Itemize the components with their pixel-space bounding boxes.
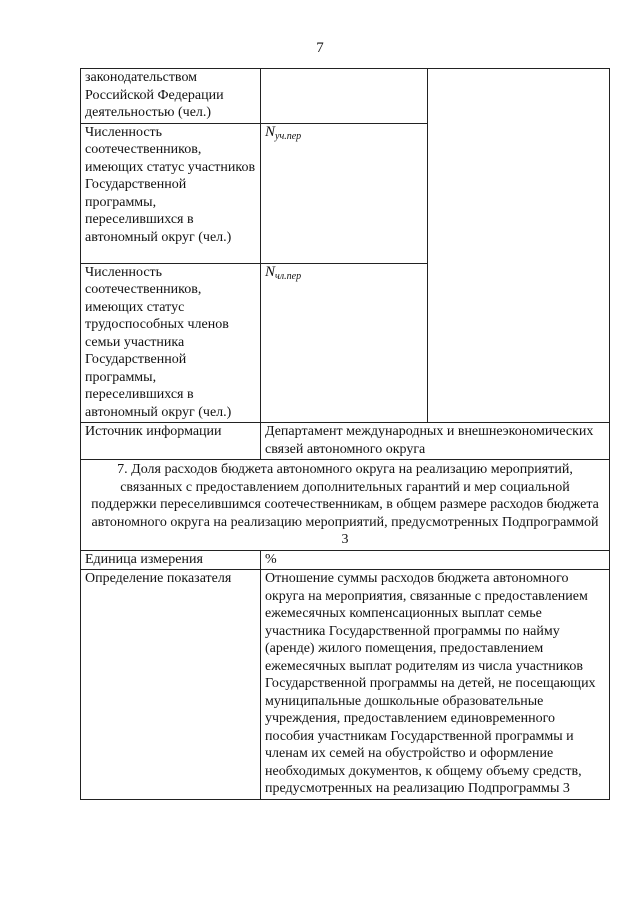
unit-value: % xyxy=(265,551,277,567)
symbol-subscript: чл.пер xyxy=(275,270,302,282)
definition-label: Определение показателя xyxy=(85,571,232,586)
definition-label-cell xyxy=(81,570,261,800)
row-label-cell xyxy=(81,123,261,263)
source-label: Источник информации xyxy=(85,424,222,439)
section-title-cell xyxy=(81,460,610,551)
source-label-cell xyxy=(81,423,261,460)
table-row xyxy=(81,550,610,570)
formula-symbol xyxy=(265,124,301,140)
table-row xyxy=(81,570,610,800)
definition-value: Отношение суммы расходов бюджета автономного округа на мероприятия, связанные с предоставлением ежемесячных компенсационных выплат семье участника Государственной программы по найму (аренде) жилого помещения, предоставлением ежемесячных выплат родителям из числа участников Государственной программы на детей, не посещающих муниципальные дошкольные образовательные учреждения, предоставлением единовременного пособия участникам Государственной программы и членам их семей на обустройство и оформление необходимых документов, к общему объему средств, предусмотренных на реализацию Подпрограммы 3 xyxy=(265,571,596,796)
symbol-subscript: уч.пер xyxy=(275,130,302,142)
row-label: Численность соотечественников, имеющих статус трудоспособных членов семьи участника Государственной программы, переселившихся в автономный округ (чел.) xyxy=(85,264,232,420)
page-number: 7 xyxy=(316,40,324,56)
source-value: Департамент международных и внешнеэкономических связей автономного округа xyxy=(265,424,594,457)
formula-symbol xyxy=(265,264,301,280)
section-title: 7. Доля расходов бюджета автономного округа на реализацию мероприятий, связанных с предоставлением дополнительных гарантий и мер социальной поддержки переселившимся соотечественникам, в общем размере расходов бюджета автономного округа на реализацию мероприятий, предусмотренных Подпрограммой 3 xyxy=(91,462,599,547)
symbol-base: N xyxy=(265,263,276,280)
symbol-cell xyxy=(261,263,428,423)
table-row xyxy=(81,423,610,460)
indicator-table xyxy=(80,68,610,800)
row-label: Численность соотечественников, имеющих статус участников Государственной программы, переселившихся в автономный округ (чел.) xyxy=(85,124,256,245)
symbol-cell xyxy=(261,69,428,124)
row-label-cell xyxy=(81,69,261,124)
table-row xyxy=(81,69,610,124)
row-label-cell xyxy=(81,263,261,423)
right-blank-cell xyxy=(428,69,610,423)
unit-label-cell xyxy=(81,550,261,570)
definition-value-cell xyxy=(261,570,610,800)
unit-value-cell xyxy=(261,550,610,570)
row-label: законодательством Российской Федерации деятельностью (чел.) xyxy=(85,70,224,120)
unit-label: Единица измерения xyxy=(85,551,203,567)
symbol-cell xyxy=(261,123,428,263)
symbol-base: N xyxy=(265,123,276,140)
table-row xyxy=(81,460,610,551)
source-value-cell xyxy=(261,423,610,460)
